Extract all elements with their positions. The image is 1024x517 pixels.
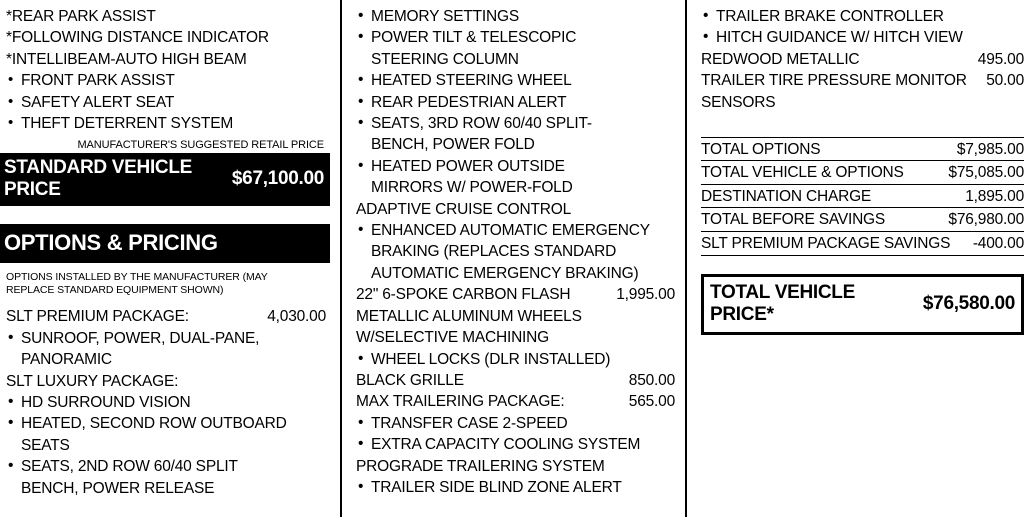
option-label-wrap — [356, 327, 549, 348]
option-label-wrap — [356, 263, 638, 284]
option-label-wrap — [356, 70, 572, 91]
option-label: HEATED STEERING WHEEL — [371, 72, 572, 90]
total-vehicle-price-value: $76,580.00 — [922, 293, 1015, 315]
msrp-note: MANUFACTURER'S SUGGESTED RETAIL PRICE — [77, 139, 324, 152]
option-row — [356, 241, 675, 262]
option-amount: 1,995.00 — [616, 286, 675, 304]
option-label-wrap — [6, 328, 259, 349]
option-label-wrap — [356, 177, 573, 198]
option-row — [356, 134, 675, 155]
feature-item: • SAFETY ALERT SEAT — [6, 92, 326, 113]
option-row — [356, 113, 675, 134]
option-amount: 50.00 — [986, 72, 1024, 90]
bullet-icon: • — [358, 92, 364, 110]
option-label: EXTRA CAPACITY COOLING SYSTEM — [371, 436, 641, 454]
option-label-wrap — [6, 349, 112, 370]
option-row — [701, 49, 1024, 70]
option-label: REDWOOD METALLIC — [701, 50, 860, 68]
option-amount — [663, 156, 675, 177]
option-label-wrap — [356, 6, 519, 27]
option-label-wrap — [701, 92, 775, 113]
total-amount: $76,980.00 — [948, 211, 1024, 229]
option-label: SEATS, 2ND ROW 60/40 SPLIT — [21, 458, 238, 476]
option-label-wrap — [356, 92, 566, 113]
option-row — [6, 392, 326, 413]
option-label-wrap — [356, 456, 605, 477]
option-label: TRAILER SIDE BLIND ZONE ALERT — [371, 478, 622, 496]
option-amount — [663, 241, 675, 262]
option-row — [6, 306, 326, 327]
option-label-wrap — [6, 392, 191, 413]
totals-table — [701, 137, 1024, 256]
option-amount — [314, 349, 326, 370]
total-row — [701, 231, 1024, 256]
total-amount: $7,985.00 — [956, 141, 1024, 159]
option-amount — [663, 49, 675, 70]
total-label: SLT PREMIUM PACKAGE SAVINGS — [701, 234, 951, 252]
option-label-wrap — [356, 156, 565, 177]
option-label: BENCH, POWER RELEASE — [21, 479, 215, 497]
option-label-wrap — [356, 241, 616, 262]
option-label: POWER TILT & TELESCOPIC — [371, 29, 577, 47]
option-amount — [314, 413, 326, 434]
option-amount — [663, 113, 675, 134]
option-label: REAR PEDESTRIAN ALERT — [371, 93, 567, 111]
option-label-wrap — [356, 220, 650, 241]
total-label: TOTAL VEHICLE & OPTIONS — [701, 164, 904, 182]
option-row — [6, 349, 326, 370]
option-row — [701, 92, 1024, 113]
bullet-icon: • — [358, 435, 364, 453]
option-row — [356, 92, 675, 113]
option-label-wrap — [356, 199, 571, 220]
bullet-icon: • — [358, 413, 364, 431]
option-row — [356, 284, 675, 305]
option-amount — [1012, 6, 1024, 27]
option-label: SLT LUXURY PACKAGE: — [6, 372, 179, 390]
left-column — [0, 0, 340, 517]
options-fineprint: OPTIONS INSTALLED BY THE MANUFACTURER (MAY REPLACE STANDARD EQUIPMENT SHOWN) — [6, 271, 268, 296]
bullet-icon: • — [8, 328, 14, 346]
option-amount: 4,030.00 — [267, 308, 326, 326]
total-vehicle-price-label: TOTAL VEHICLE PRICE* — [710, 282, 855, 326]
option-amount — [663, 306, 675, 327]
option-label: TRAILER TIRE PRESSURE MONITOR — [701, 72, 967, 90]
option-amount — [663, 349, 675, 370]
option-label-wrap — [356, 370, 464, 391]
option-row — [356, 49, 675, 70]
option-label-wrap — [6, 435, 70, 456]
option-amount — [314, 392, 326, 413]
total-row — [701, 160, 1024, 183]
feature-item: *INTELLIBEAM-AUTO HIGH BEAM — [6, 50, 247, 68]
option-label: BLACK GRILLE — [356, 371, 464, 389]
feature-item: • FRONT PARK ASSIST — [6, 70, 326, 91]
total-label: TOTAL OPTIONS — [701, 141, 821, 159]
option-label: BENCH, POWER FOLD — [371, 136, 535, 154]
standard-vehicle-price-bar — [0, 153, 330, 206]
standard-vehicle-price-value: $67,100.00 — [231, 168, 324, 190]
total-amount: -400.00 — [972, 234, 1024, 252]
option-amount — [314, 456, 326, 477]
option-row — [6, 478, 326, 499]
feature-item: *FOLLOWING DISTANCE INDICATOR — [6, 29, 269, 47]
option-label: HEATED, SECOND ROW OUTBOARD — [21, 415, 287, 433]
option-label-wrap — [356, 434, 640, 455]
option-row — [356, 434, 675, 455]
option-amount: 495.00 — [977, 50, 1024, 68]
option-amount — [663, 70, 675, 91]
option-label-wrap — [356, 134, 535, 155]
bullet-icon: • — [8, 414, 14, 432]
total-row — [701, 184, 1024, 207]
option-row — [356, 477, 675, 498]
total-label: DESTINATION CHARGE — [701, 187, 872, 205]
bullet-icon: • — [358, 28, 364, 46]
feature-item: *REAR PARK ASSIST — [6, 8, 156, 25]
option-label-wrap — [356, 349, 610, 370]
option-label: WHEEL LOCKS (DLR INSTALLED) — [371, 350, 611, 368]
option-row — [356, 199, 675, 220]
option-amount — [314, 371, 326, 392]
option-row — [356, 263, 675, 284]
option-amount — [663, 263, 675, 284]
option-row — [6, 328, 326, 349]
option-label: MEMORY SETTINGS — [371, 8, 520, 25]
option-amount — [663, 177, 675, 198]
option-row — [6, 456, 326, 477]
option-amount — [663, 134, 675, 155]
options-pricing-header: OPTIONS & PRICING — [0, 224, 330, 263]
option-amount — [314, 435, 326, 456]
option-amount — [663, 413, 675, 434]
option-label: BRAKING (REPLACES STANDARD — [371, 243, 617, 261]
option-label-wrap — [356, 49, 519, 70]
right-column — [685, 0, 1024, 517]
option-amount — [663, 92, 675, 113]
feature-item: • THEFT DETERRENT SYSTEM — [6, 113, 326, 134]
option-row — [701, 6, 1024, 27]
option-row — [6, 371, 326, 392]
option-label: STEERING COLUMN — [371, 50, 519, 68]
option-label: SLT PREMIUM PACKAGE: — [6, 308, 189, 326]
total-label: TOTAL BEFORE SAVINGS — [701, 211, 886, 229]
option-row — [356, 306, 675, 327]
option-label-wrap — [356, 477, 622, 498]
option-label: TRANSFER CASE 2-SPEED — [371, 414, 568, 432]
option-label: AUTOMATIC EMERGENCY BRAKING) — [371, 264, 639, 282]
standard-vehicle-price-label: STANDARD VEHICLE PRICE — [4, 157, 193, 201]
option-row — [356, 327, 675, 348]
option-amount — [663, 220, 675, 241]
option-row — [356, 70, 675, 91]
option-row — [356, 349, 675, 370]
option-row — [356, 177, 675, 198]
option-label: 22" 6-SPOKE CARBON FLASH — [356, 286, 571, 304]
option-label: METALLIC ALUMINUM WHEELS — [356, 307, 582, 325]
option-label-wrap — [356, 27, 576, 48]
bullet-icon: • — [703, 28, 709, 46]
option-amount — [1012, 27, 1024, 48]
bullet-icon: • — [358, 7, 364, 24]
option-amount — [1012, 92, 1024, 113]
options-list-left — [6, 306, 326, 499]
option-label: SEATS — [21, 436, 70, 454]
option-amount — [314, 328, 326, 349]
option-label-wrap — [701, 6, 944, 27]
option-label-wrap — [6, 478, 214, 499]
option-label-wrap — [6, 371, 178, 392]
bullet-icon: • — [8, 393, 14, 411]
option-row — [356, 370, 675, 391]
option-amount — [663, 477, 675, 498]
options-list-right — [701, 6, 1024, 113]
option-label-wrap — [6, 413, 287, 434]
option-label: MIRRORS W/ POWER-FOLD — [371, 179, 573, 197]
total-row — [701, 207, 1024, 230]
option-label-wrap — [6, 456, 238, 477]
option-label: SENSORS — [701, 93, 776, 111]
option-row — [356, 156, 675, 177]
option-label-wrap — [356, 413, 567, 434]
option-row — [701, 70, 1024, 91]
option-row — [6, 435, 326, 456]
bullet-icon: • — [358, 221, 364, 239]
option-label: SUNROOF, POWER, DUAL-PANE, — [21, 329, 260, 347]
option-label-wrap — [701, 70, 967, 91]
option-amount — [663, 199, 675, 220]
standard-features-list — [6, 6, 326, 134]
option-label: TRAILER BRAKE CONTROLLER — [716, 8, 944, 25]
total-amount: 1,895.00 — [965, 187, 1024, 205]
bullet-icon: • — [358, 71, 364, 89]
option-label-wrap — [701, 49, 859, 70]
option-row — [356, 220, 675, 241]
option-label-wrap — [356, 284, 570, 305]
bullet-icon: • — [358, 349, 364, 367]
option-label-wrap — [356, 391, 564, 412]
bullet-icon: • — [703, 7, 709, 24]
option-label: MAX TRAILERING PACKAGE: — [356, 393, 565, 411]
option-label: PROGRADE TRAILERING SYSTEM — [356, 457, 605, 475]
total-amount: $75,085.00 — [948, 164, 1024, 182]
bullet-icon: • — [358, 156, 364, 174]
option-row — [701, 27, 1024, 48]
option-amount — [314, 478, 326, 499]
middle-column — [340, 0, 685, 517]
option-label: ADAPTIVE CRUISE CONTROL — [356, 200, 572, 218]
option-row — [6, 413, 326, 434]
option-label: HEATED POWER OUTSIDE — [371, 157, 565, 175]
option-row — [356, 456, 675, 477]
bullet-icon: • — [358, 114, 364, 132]
bullet-icon: • — [358, 477, 364, 495]
option-label: ENHANCED AUTOMATIC EMERGENCY — [371, 222, 650, 240]
bullet-icon: • — [8, 457, 14, 475]
option-amount — [663, 27, 675, 48]
option-label: HITCH GUIDANCE W/ HITCH VIEW — [716, 29, 963, 47]
option-amount — [663, 327, 675, 348]
total-row — [701, 137, 1024, 160]
option-row — [356, 413, 675, 434]
option-label-wrap — [356, 113, 592, 134]
option-label-wrap — [6, 306, 189, 327]
options-list-middle — [356, 6, 675, 498]
option-row — [356, 27, 675, 48]
option-label-wrap — [701, 27, 963, 48]
option-label: PANORAMIC — [21, 351, 112, 369]
option-amount: 565.00 — [628, 393, 675, 411]
option-row — [356, 6, 675, 27]
option-amount — [663, 456, 675, 477]
option-amount — [663, 6, 675, 27]
option-amount — [663, 434, 675, 455]
total-vehicle-price-box — [701, 274, 1024, 335]
option-label: HD SURROUND VISION — [21, 394, 191, 412]
option-label-wrap — [356, 306, 582, 327]
option-label: W/SELECTIVE MACHINING — [356, 329, 550, 347]
option-amount: 850.00 — [628, 371, 675, 389]
option-label: SEATS, 3RD ROW 60/40 SPLIT- — [371, 115, 592, 133]
option-row — [356, 391, 675, 412]
